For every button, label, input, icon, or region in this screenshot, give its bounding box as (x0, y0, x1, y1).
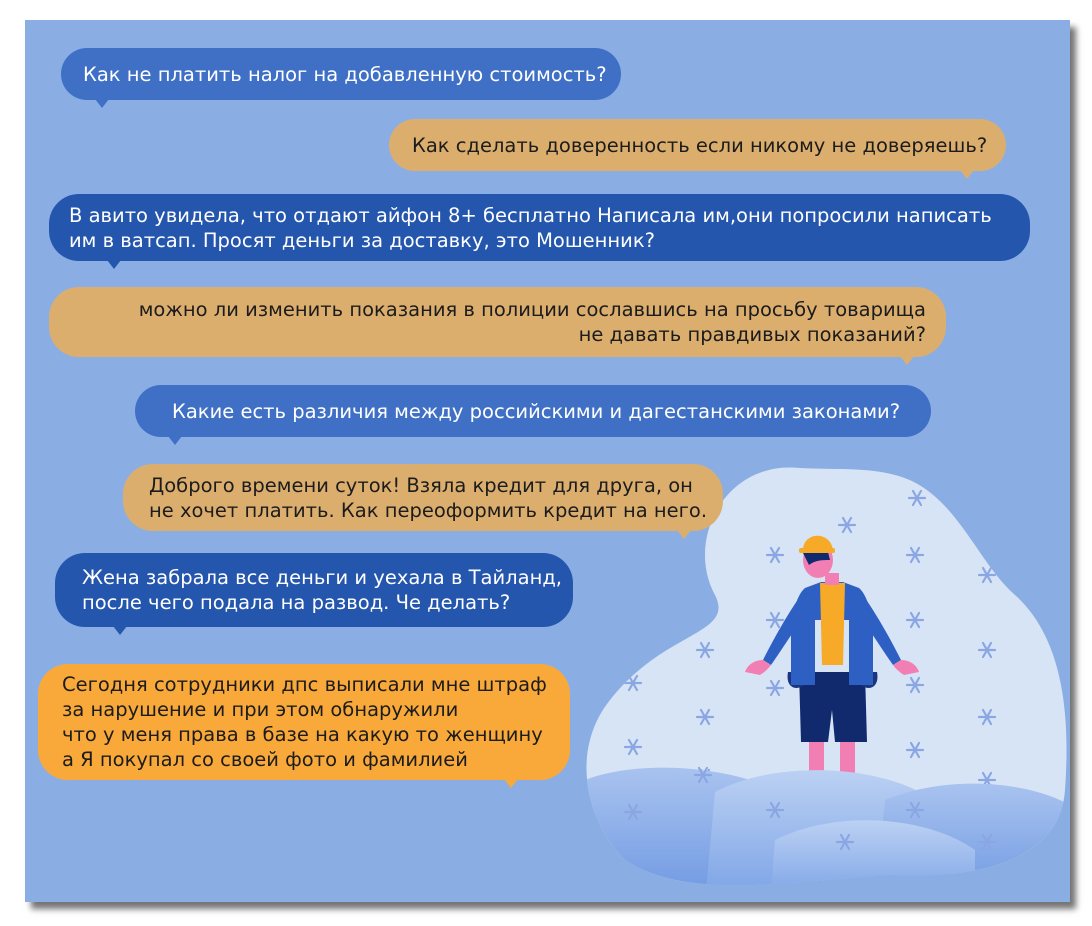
question-text: можно ли изменить показания в полиции сославшись на просьбу товарища не давать правдивых показаний? (138, 298, 926, 346)
infographic-card (25, 20, 1070, 902)
bubble-tail (113, 626, 127, 635)
snow-mounds (585, 768, 1070, 902)
question-bubble-traffic-fine (38, 664, 570, 780)
question-text: Жена забрала все деньги и уехала в Тайланд, после чего подала на развод. Че делать? (82, 566, 563, 614)
question-text: Как сделать доверенность если никому не доверяешь? (412, 133, 988, 157)
bubble-tail (677, 530, 691, 539)
question-bubble-police-testimony (49, 287, 946, 357)
bubble-tail (168, 436, 182, 445)
question-bubble-vat (61, 48, 621, 100)
bubble-tail (95, 99, 109, 108)
question-bubble-loan (123, 464, 723, 531)
question-bubble-laws-difference (135, 385, 931, 437)
question-bubble-avito-scam (49, 194, 1030, 261)
question-text: Доброго времени суток! Взяла кредит для друга, он не хочет платить. Как переоформить кредит на него. (149, 473, 708, 522)
bubble-tail (107, 260, 121, 269)
bubble-tail (960, 170, 974, 179)
question-bubble-thailand (55, 553, 573, 627)
question-bubble-power-of-attorney (389, 119, 1006, 171)
question-text: Как не платить налог на добавленную стоимость? (83, 62, 607, 86)
bubble-tail (504, 779, 518, 788)
question-text: Сегодня сотрудники дпс выписали мне штраф за нарушение и при этом обнаружили что у меня права в базе на какую то женщину а Я покупал со своей фото и фамилией (62, 673, 547, 771)
question-text: В авито увидела, что отдают айфон 8+ бесплатно Написала им,они попросили написать им в ватсап. Просят деньги за доставку, это Мошенник? (69, 203, 992, 252)
bubble-tail (900, 356, 914, 365)
question-text: Какие есть различия между российскими и дагестанскими законами? (172, 399, 901, 423)
